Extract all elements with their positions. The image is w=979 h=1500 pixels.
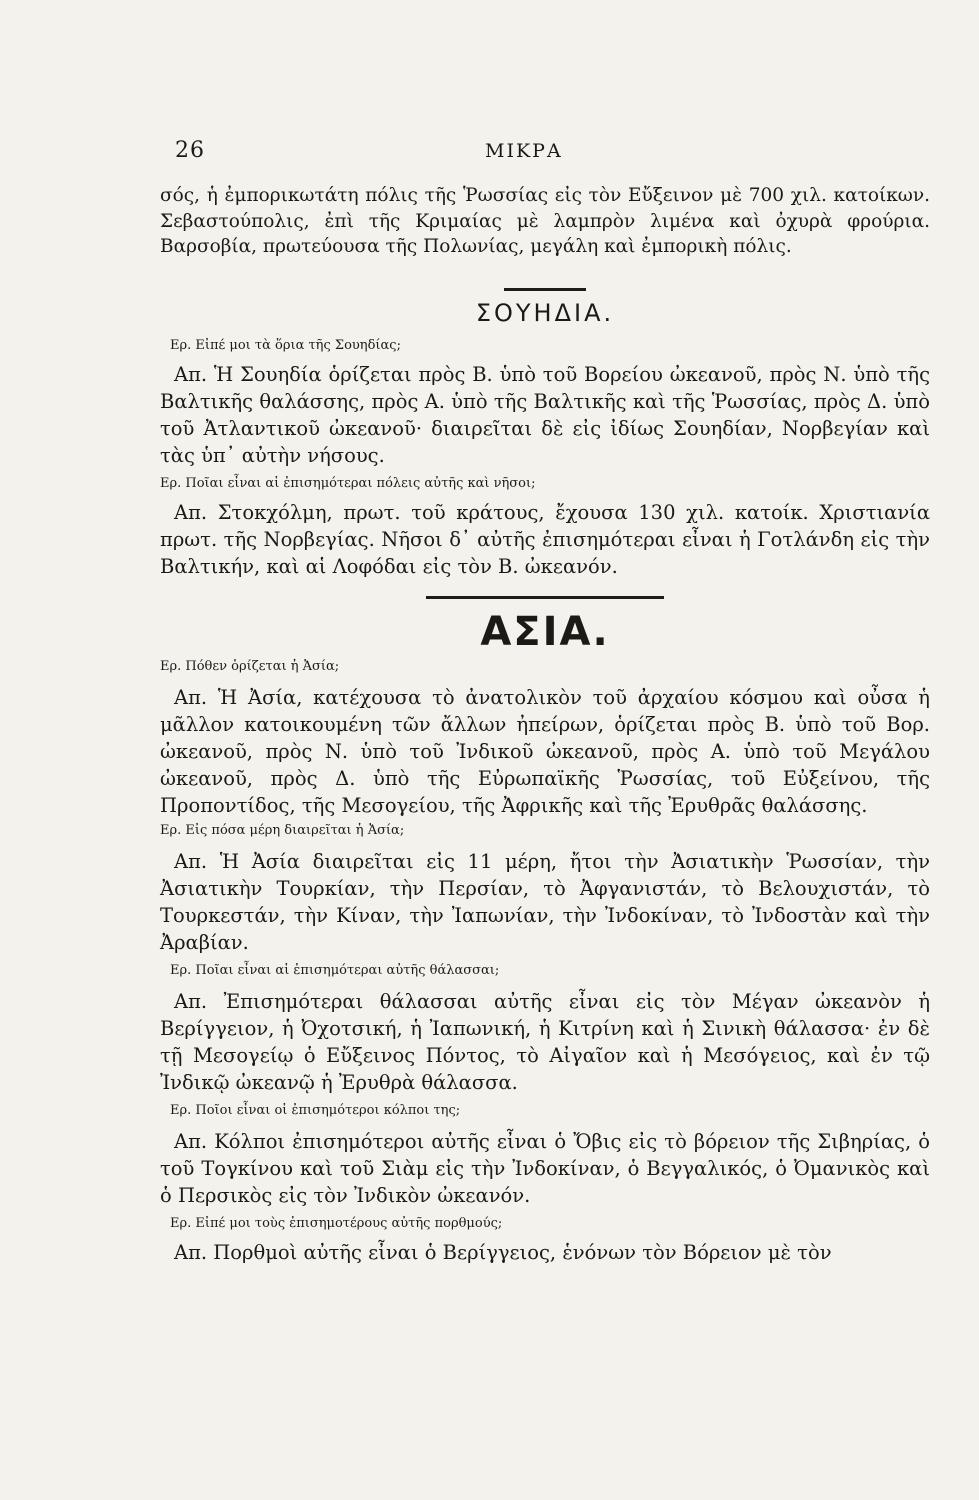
answer-asia-gulfs: Απ. Κόλποι ἐπισημότεροι αὐτῆς εἶναι ὁ Ὄβις εἰς τὸ βόρειον τῆς Σιβηρίας, ὁ τοῦ Τογκίνου καὶ τοῦ Σιὰμ εἰς τὴν Ἰνδοκίναν, ὁ Βεγγαλικός, ὁ Ὀμανικὸς καὶ ὁ Περσικὸς εἰς τὸν Ἰνδικὸν ὠκεανόν. (160, 1129, 930, 1207)
question-asia-straits: Ερ. Εἰπέ μοι τοὺς ἐπισημοτέρους αὐτῆς πορθμούς; (170, 1215, 503, 1231)
answer-sweden-borders: Απ. Ἡ Σουηδία ὁρίζεται πρὸς Β. ὑπὸ τοῦ Βορείου ὠκεανοῦ, πρὸς Ν. ὑπὸ τῆς Βαλτικῆς θαλάσσης, πρὸς Α. ὑπὸ τῆς Βαλτικῆς καὶ τῆς Ῥωσσίας, πρὸς Δ. ὑπὸ τοῦ Ἀτλαντικοῦ ὠκεανοῦ· διαιρεῖται δὲ εἰς ἰδίως Σουηδίαν, Νορβεγίαν καὶ τὰς ὑπ᾽ αὐτὴν νήσους. (160, 362, 930, 467)
section-divider (426, 596, 664, 599)
section-heading-sweden: ΣΟΥΗΔΙΑ. (475, 298, 615, 327)
answer-asia-borders: Απ. Ἡ Ἀσία, κατέχουσα τὸ ἀνατολικὸν τοῦ ἀρχαίου κόσμου καὶ οὖσα ἡ μᾶλλον κατοικουμένη τῶν ἄλλων ἠπείρων, ὁρίζεται πρὸς Β. ὑπὸ τοῦ Βορ. ὠκεανοῦ, πρὸς Ν. ὑπὸ τοῦ Ἰνδικοῦ ὠκεανοῦ, πρὸς Α. ὑπὸ τοῦ Μεγάλου ὠκεανοῦ, πρὸς Δ. ὑπὸ τῆς Εὐρωπαϊκῆς Ῥωσσίας, τοῦ Εὐξείνου, τῆς Προποντίδος, τῆς Μεσογείου, τῆς Ἀφρικῆς καὶ τῆς Ἐρυθρᾶς θαλάσσης. (160, 685, 930, 817)
continuation-paragraph: σός, ἡ ἐμπορικωτάτη πόλις τῆς Ῥωσσίας εἰς τὸν Εὔξεινον μὲ 700 χιλ. κατοίκων. Σεβαστούπολις, ἐπὶ τῆς Κριμαίας μὲ λαμπρὸν λιμένα καὶ ὀχυρὰ φρούρια. Βαρσοβία, πρωτεύουσα τῆς Πολωνίας, μεγάλη καὶ ἐμπορικὴ πόλις. (160, 185, 930, 257)
answer-asia-parts: Απ. Ἡ Ἀσία διαιρεῖται εἰς 11 μέρη, ἤτοι τὴν Ἀσιατικὴν Ῥωσσίαν, τὴν Ἀσιατικὴν Τουρκίαν, τὴν Περσίαν, τὸ Ἀφγανιστάν, τὸ Βελουχιστάν, τὸ Τουρκεστάν, τὴν Κίναν, τὴν Ἰαπωνίαν, τὴν Ἰνδοκίναν, τὸ Ἰνδοστὰν καὶ τὴν Ἀραβίαν. (160, 849, 930, 954)
section-heading-asia: ΑΣΙΑ. (480, 608, 610, 655)
question-asia-gulfs: Ερ. Ποῖοι εἶναι οἱ ἐπισημότεροι κόλποι της; (170, 1102, 461, 1118)
question-asia-parts: Ερ. Εἰς πόσα μέρη διαιρεῖται ἡ Ἀσία; (160, 822, 405, 838)
answer-sweden-cities: Απ. Στοκχόλμη, πρωτ. τοῦ κράτους, ἔχουσα 130 χιλ. κατοίκ. Χριστιανία πρωτ. τῆς Νορβεγίας. Νῆσοι δ᾽ αὐτῆς ἐπισημότεραι εἶναι ἡ Γοτλάνδη εἰς τὴν Βαλτικήν, καὶ αἱ Λοφόδαι εἰς τὸν Β. ὠκεανόν. (160, 500, 930, 578)
page-number: 26 (175, 138, 205, 163)
question-sweden-borders: Ερ. Εἰπέ μοι τὰ ὅρια τῆς Σουηδίας; (170, 337, 401, 353)
question-sweden-cities: Ερ. Ποῖαι εἶναι αἱ ἐπισημότεραι πόλεις αὐτῆς καὶ νῆσοι; (160, 475, 536, 491)
question-asia-borders: Ερ. Πόθεν ὁρίζεται ἡ Ἀσία; (160, 658, 340, 674)
answer-asia-seas: Απ. Ἐπισημότεραι θάλασσαι αὐτῆς εἶναι εἰς τὸν Μέγαν ὠκεανὸν ἡ Βερίγγειον, ἡ Ὀχοτσική, ἡ Ἰαπωνική, ἡ Κιτρίνη καὶ ἡ Σινικὴ θάλασσα· ἐν δὲ τῇ Μεσογείῳ ὁ Εὔξεινος Πόντος, τὸ Αἰγαῖον καὶ ἡ Μεσόγειος, καὶ ἐν τῷ Ἰνδικῷ ὠκεανῷ ἡ Ἐρυθρὰ θάλασσα. (160, 989, 930, 1094)
running-title: ΜΙΚΡΑ (485, 140, 563, 162)
question-asia-seas: Ερ. Ποῖαι εἶναι αἱ ἐπισημότεραι αὐτῆς θάλασσαι; (170, 962, 500, 978)
answer-asia-straits: Απ. Πορθμοὶ αὐτῆς εἶναι ὁ Βερίγγειος, ἑνόνων τὸν Βόρειον μὲ τὸν (174, 1240, 832, 1264)
page-body (160, 183, 930, 1266)
page-header (175, 138, 935, 168)
section-divider (504, 288, 586, 291)
